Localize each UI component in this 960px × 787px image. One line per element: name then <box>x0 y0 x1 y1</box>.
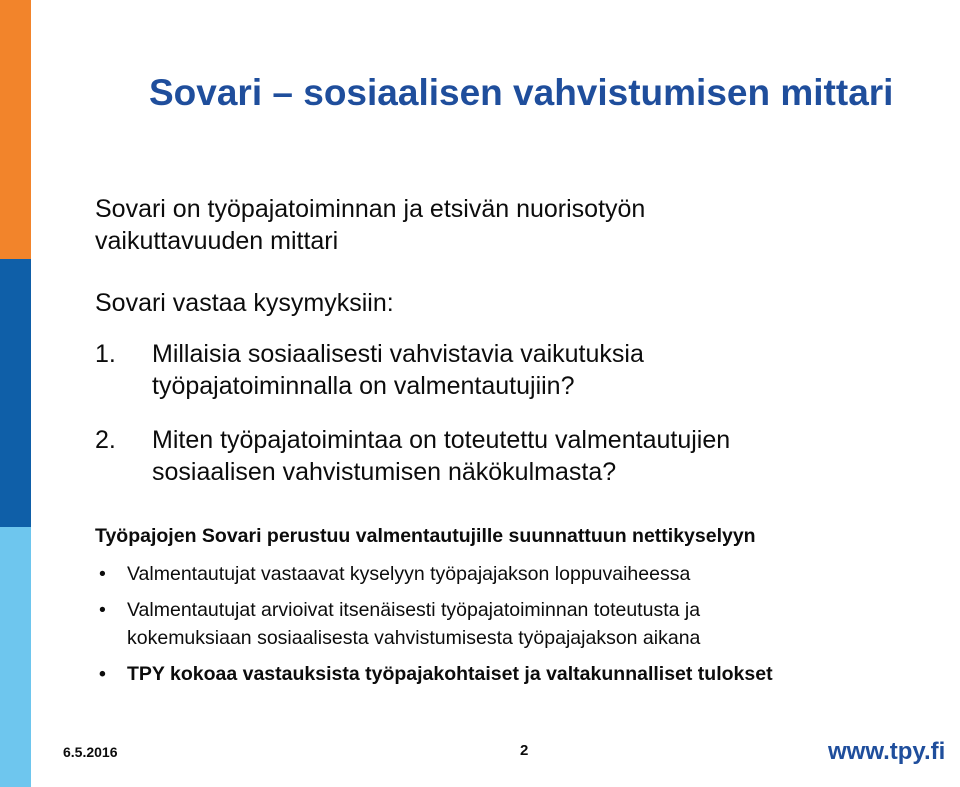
question-number: 2. <box>95 426 116 454</box>
bullet-dot-icon: • <box>99 599 106 621</box>
intro-paragraph <box>95 193 935 257</box>
bullet-dot-icon: • <box>99 663 106 685</box>
question-item <box>95 338 955 402</box>
bullet-item <box>95 660 957 688</box>
bullet-list <box>95 560 957 688</box>
intro-line-2: vaikuttavuuden mittari <box>95 227 339 255</box>
slide-title: Sovari – sosiaalisen vahvistumisen mittari <box>149 72 894 113</box>
bullet-line: Valmentautujat arvioivat itsenäisesti työpajatoiminnan toteutusta ja <box>127 599 701 621</box>
question-line: sosiaalisen vahvistumisen näkökulmasta? <box>152 458 617 486</box>
questions-intro: Sovari vastaa kysymyksiin: <box>95 289 394 317</box>
footer-url-link[interactable]: www.tpy.fi <box>828 738 946 765</box>
intro-line-1: Sovari on työpajatoiminnan ja etsivän nuorisotyön <box>95 195 646 223</box>
bullet-item <box>95 560 957 588</box>
bullet-item <box>95 596 957 652</box>
bullet-line: kokemuksiaan sosiaalisesta vahvistumisesta työpajajakson aikana <box>127 627 701 649</box>
question-item <box>95 424 955 488</box>
question-line: Miten työpajatoimintaa on toteutettu valmentautujien <box>152 426 731 454</box>
accent-stripe-dark-blue <box>0 259 31 527</box>
question-number: 1. <box>95 340 116 368</box>
footer-date: 6.5.2016 <box>63 744 118 760</box>
accent-stripe-orange <box>0 0 31 259</box>
question-line: työpajatoiminnalla on valmentautujiin? <box>152 372 575 400</box>
accent-stripe-light-blue <box>0 527 31 787</box>
section-heading: Työpajojen Sovari perustuu valmentautujille suunnattuun nettikyselyyn <box>95 525 756 547</box>
bullet-line: TPY kokoaa vastauksista työpajakohtaiset ja valtakunnalliset tulokset <box>127 663 773 685</box>
question-line: Millaisia sosiaalisesti vahvistavia vaikutuksia <box>152 340 644 368</box>
bullet-dot-icon: • <box>99 563 106 585</box>
page-number: 2 <box>520 742 529 759</box>
bullet-line: Valmentautujat vastaavat kyselyyn työpajajakson loppuvaiheessa <box>127 563 691 585</box>
